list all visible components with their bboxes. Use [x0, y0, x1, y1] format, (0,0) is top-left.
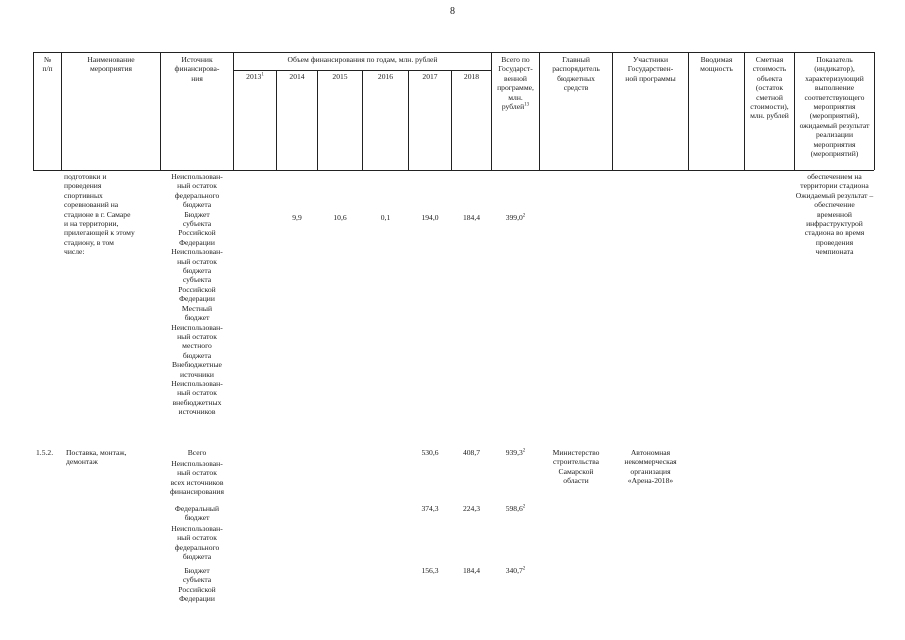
value-region-2017: 156,3: [421, 566, 439, 575]
source-federal: Федеральный бюджет: [174, 504, 220, 523]
measure-name-continued: подготовки и проведения спортивных соревнований на стадионе в г. Самаре и на территории, прилегающей к этому стадиону, в том числе:: [64, 172, 135, 257]
source-unused-all: Неиспользован- ный остаток всех источников финансирования: [170, 459, 224, 497]
value-all-2017: 530,6: [421, 448, 439, 457]
header-year-2017: 2017: [422, 72, 438, 81]
header-program-participants: Участники Государствен- ной программы: [625, 55, 676, 83]
value-2017: 194,0: [421, 213, 439, 222]
header-funding-source: Источник финансирова- ния: [174, 55, 220, 83]
col-divider: [874, 52, 875, 170]
source-region: Бюджет субъекта Российской Федерации: [178, 566, 216, 604]
col-divider: [451, 70, 452, 170]
header-year-2015: 2015: [332, 72, 348, 81]
header-measure-name: Наименование мероприятия: [87, 55, 135, 74]
header-indicator: Показатель (индикатор), характеризующий выполнение соответствующего мероприятия (мероприятий), ожидаемый результат реализации мероприятия (мероприятий): [799, 55, 870, 159]
page-number: 8: [450, 6, 455, 17]
indicator-text: обеспечением на территории стадиона Ожидаемый результат – обеспечение временной инфраструктурой стадиона во время проведения чемпионата: [795, 172, 874, 257]
header-year-2016: 2016: [377, 72, 394, 81]
col-divider: [362, 70, 363, 170]
value-all-2018: 408,7: [462, 448, 481, 457]
value-2016: 0,1: [380, 213, 391, 222]
program-participants: Автономная некоммерческая организация «Арена-2018»: [624, 448, 677, 486]
header-year-2014: 2014: [289, 72, 305, 81]
value-2018: 184,4: [462, 213, 481, 222]
header-capacity: Вводимая мощность: [700, 55, 733, 74]
source-unused-federal: Неиспользован- ный остаток федерального бюджета: [171, 524, 223, 562]
value-all-total: 939,3$^2$: [505, 448, 526, 457]
value-federal-total: 598,6$^2$: [505, 504, 526, 513]
value-total: 399,0$^2$: [505, 213, 526, 222]
value-federal-2018: 224,3: [462, 504, 481, 513]
measure-number: 1.5.2.: [36, 448, 54, 457]
header-estimated-cost: Сметная стоимость объекта (остаток сметной стоимости), млн. рублей: [750, 55, 789, 121]
header-year-2018: 2018: [463, 72, 480, 81]
header-bottom-line: [33, 170, 874, 171]
col-divider: [408, 70, 409, 170]
header-budget-manager: Главный распорядитель бюджетных средств: [552, 55, 600, 93]
header-program-total: Всего по Государст- венной программе, млн. рублей$^{13}$: [497, 55, 534, 112]
col-divider: [233, 52, 234, 170]
value-2014: 9,9: [292, 213, 302, 222]
col-divider: [317, 70, 318, 170]
col-divider: [276, 70, 277, 170]
value-region-total: 340,7$^2$: [505, 566, 526, 575]
header-funding-volume: Объем финансирования по годам, млн. рублей: [287, 55, 438, 64]
funding-sources-list: Неиспользован- ный остаток федерального бюджета Бюджет субъекта Российской Федерации Неиспользован- ный остаток бюджета субъекта Российской Федерации Местный бюджет Неиспользован- ный остаток местного бюджета Внебюджетные источники Неиспользован- ный остаток внебюджетных источников: [171, 172, 223, 417]
budget-manager: Министерство строительства Самарской области: [552, 448, 600, 486]
source-all: Всего: [187, 448, 207, 457]
header-year-2013: 2013$^1$: [246, 72, 264, 81]
header-number: № п/п: [42, 55, 53, 74]
value-region-2018: 184,4: [462, 566, 481, 575]
value-federal-2017: 374,3: [421, 504, 439, 513]
value-2015: 10,6: [333, 213, 347, 222]
measure-name: Поставка, монтаж, демонтаж: [66, 448, 127, 467]
